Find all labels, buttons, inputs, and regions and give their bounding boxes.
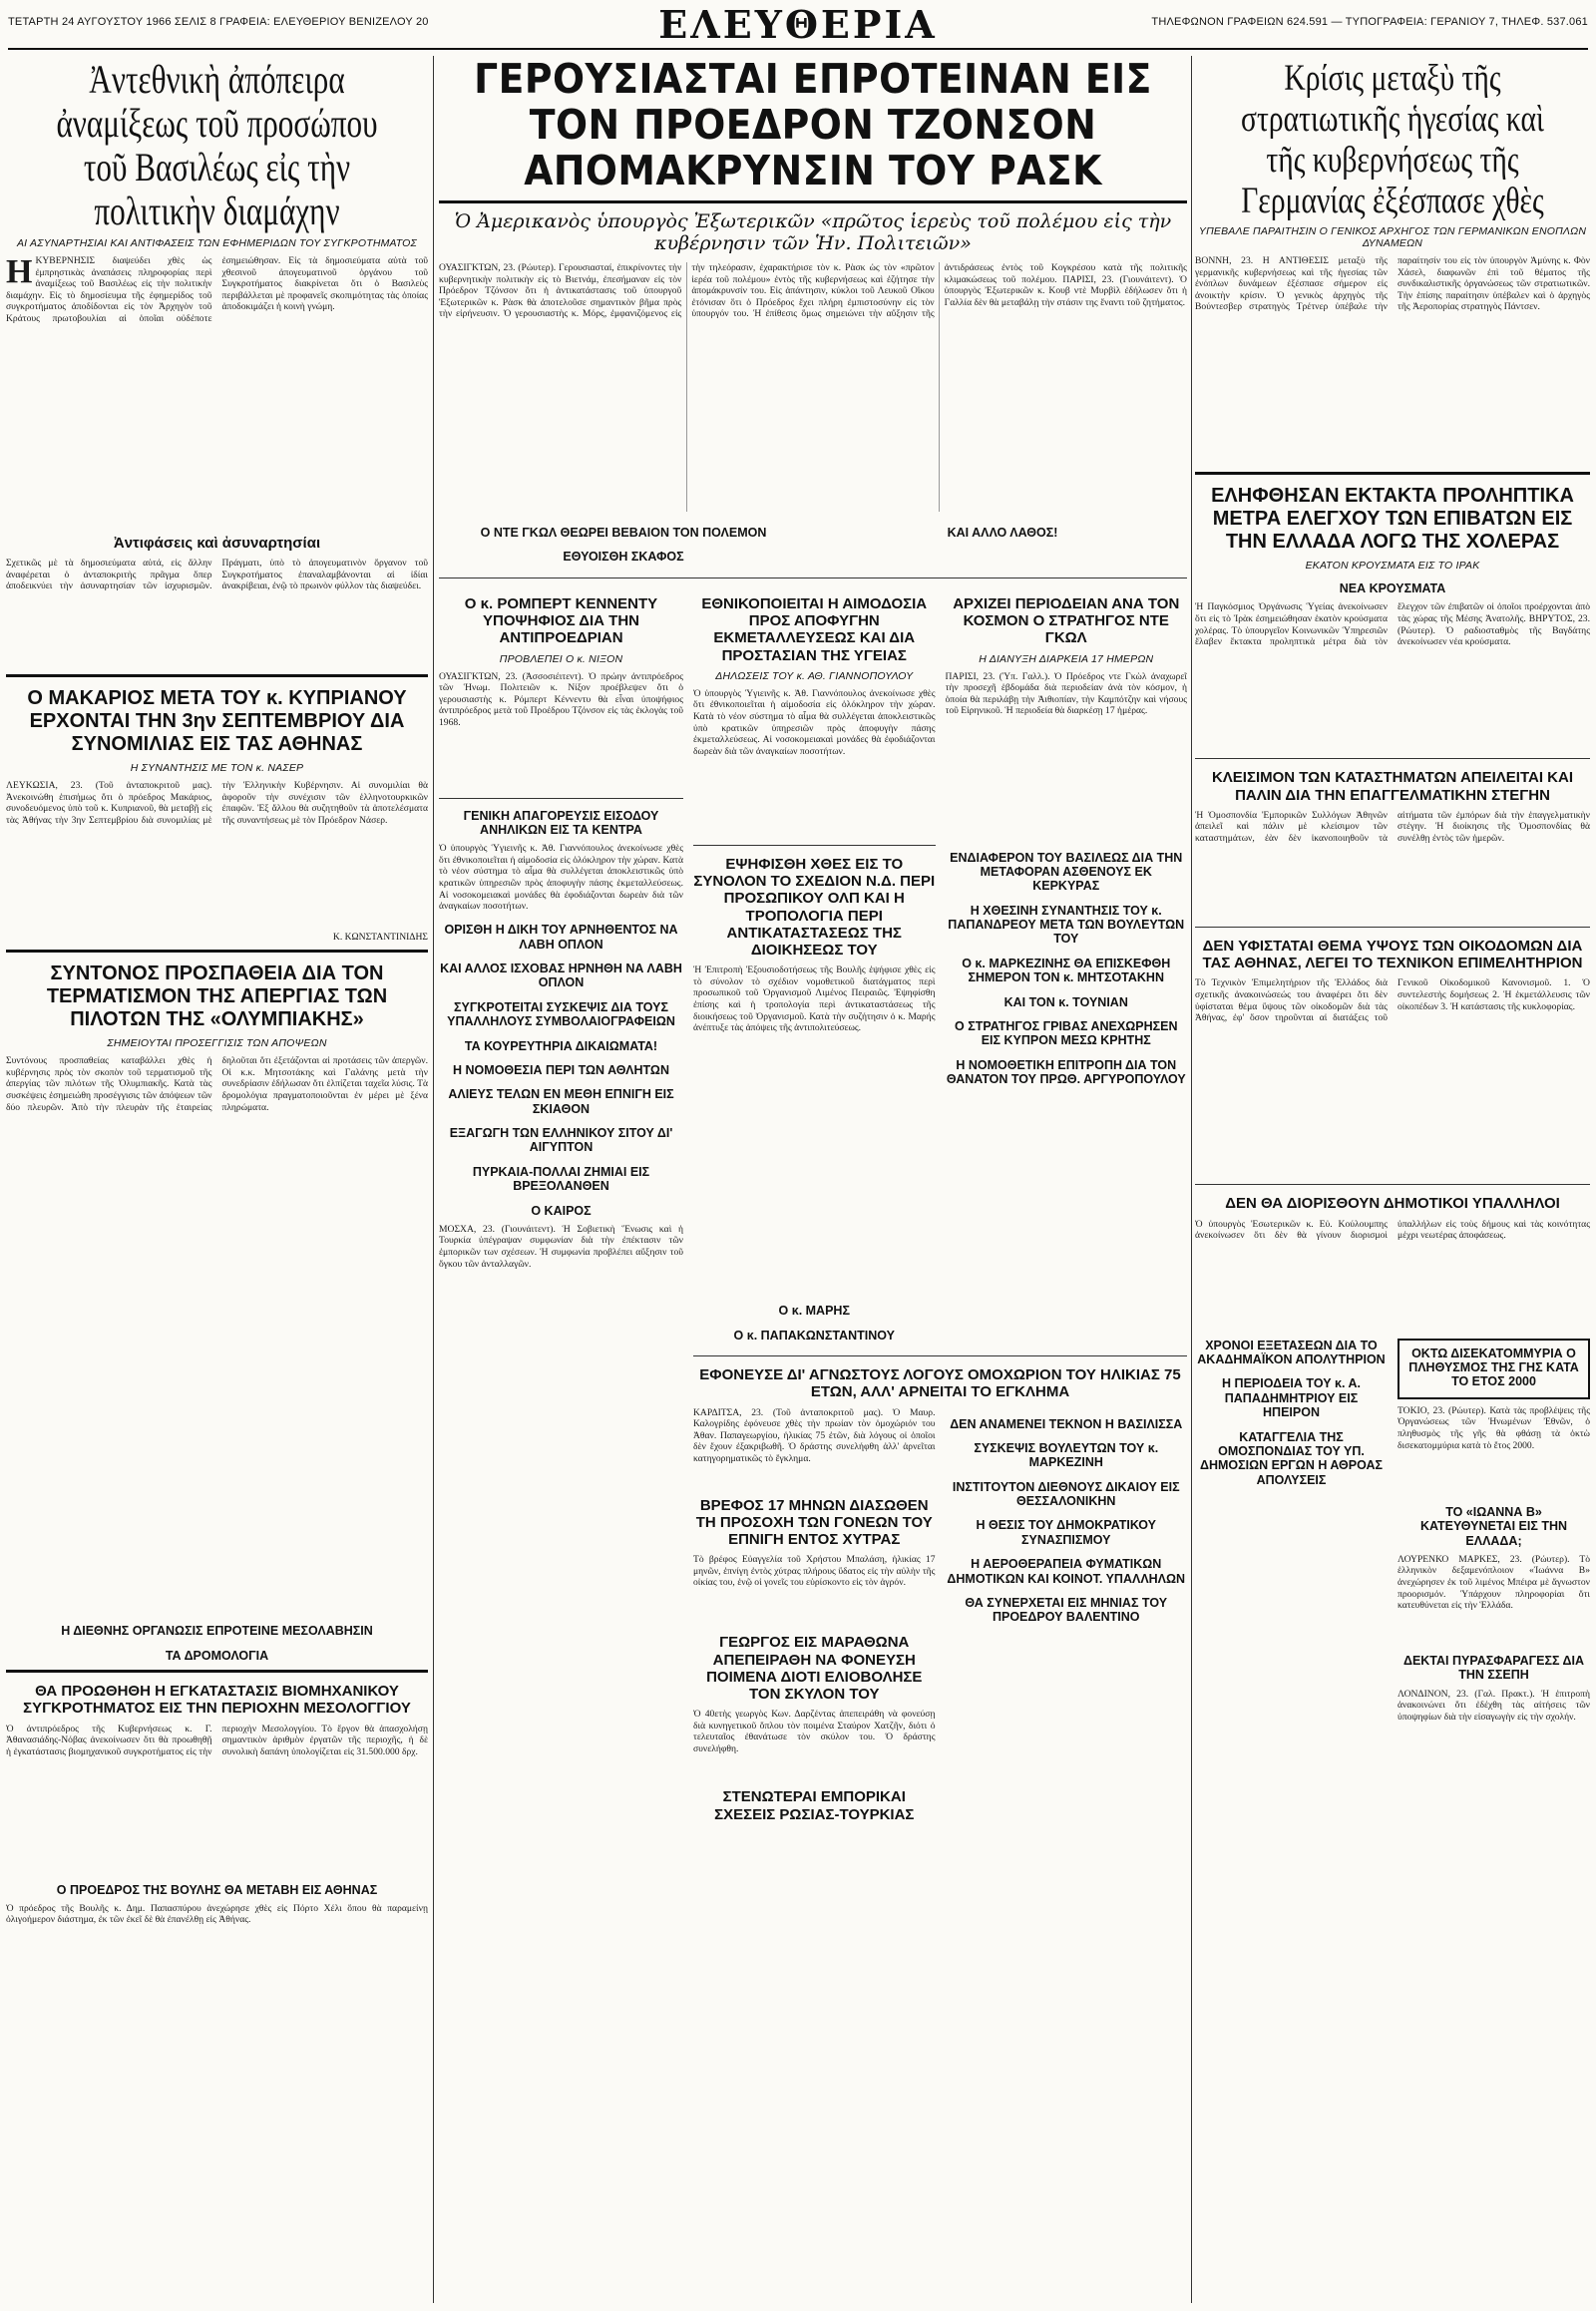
- article-body: Τὸ βρέφος Εὐαγγελία τοῦ Χρήστου Μπαλάση, ἡλικίας 17 μηνῶν, ἐπνίγη ἐντὸς χύτρας πλήρους ὕδατος εἰς τὴν αὐλὴν τῆς οἰκίας του, ἐνῷ οἱ γονεῖς του εὑρίσκοντο εἰς τὸν ἀγρόν.: [693, 1554, 936, 1589]
- article-body: Ὁ 40ετὴς γεωργὸς Κων. Δαρζέντας ἀπεπειράθη νὰ φονεύσῃ διὰ κυνηγετικοῦ ὅπλου τὸν ποιμένα Σταύρον Χατζῆν, διότι ὁ τελευταῖος ἐθανάτωσε τὸν σκύλον του. Ὁ δράστης συνελήφθη.: [693, 1709, 936, 1755]
- article-headline: ΘΑ ΣΥΝΕΡΧΕΤΑΙ ΕΙΣ ΜΗΝΙΑΣ ΤΟΥ ΠΡΟΕΔΡΟΥ ΒΑΛΕΝΤΙΝΟ: [965, 1595, 1168, 1625]
- article-body: ΟΥΑΣΙΓΚΤΩΝ, 23. (Ἀσσοσιέιτεντ). Ὁ πρώην ἀντιπρόεδρος τῶν Ἡνωμ. Πολιτειῶν κ. Νίξον προέβλεψεν ὅτι ὁ γερουσιαστὴς κ. Ρόμπερτ Κέννεντυ θὰ εἶναι ὑποψήφιος ἀντιπρόεδρος μετὰ τοῦ Προέδρου Τζόνσον εἰς τὰς ἐκλογὰς τοῦ 1968.: [439, 670, 683, 728]
- article-headline: ΣΤΕΝΩΤΕΡΑΙ ΕΜΠΟΡΙΚΑΙ ΣΧΕΣΕΙΣ ΡΩΣΙΑΣ-ΤΟΥΡΚΙΑΣ: [714, 1788, 915, 1823]
- article-subheadline: Η ΣΥΝΑΝΤΗΣΙΣ ΜΕ ΤΟΝ κ. ΝΑΣΕΡ: [130, 762, 304, 775]
- article-body: ΗΚΥΒΕΡΝΗΣΙΣ διαψεύδει χθὲς ὡς ἐμπρηστικὰς ἀναπάσεις πληροφορίας περὶ ἀναμίξεως τοῦ Βασιλέως εἰς τὴν πολιτικὴν διαμάχην. Εἰς τὸ δημοσίευμα τῆς ἐφημερίδος τοῦ συγκροτήματος ἀποδίδονται εἰς τὸν Ἀρχηγὸν τοῦ Κράτους πρωτοβουλίαι αἱ ὁποῖαι οὐδέποτε ἐσημειώθησαν. Εἰς τὰ δημοσιεύματα αὐτὰ τοῦ χθεσινοῦ ἀπογευματινοῦ ὀργάνου τοῦ Συγκροτήματος διακρίνεται ὅτι ὁ Βασιλεὺς περιβάλλεται μὲ προφανεῖς σκοπιμότητας τὰς ὁποίας ἀποδοκιμάζει ἡ κοινὴ γνώμη.: [6, 253, 428, 324]
- article-headline: ΟΡΙΣΘΗ Η ΔΙΚΗ ΤΟΥ ΑΡΝΗΘΕΝΤΟΣ ΝΑ ΛΑΒΗ ΟΠΛΟΝ: [444, 923, 678, 952]
- article-subheadline: Η ΔΙΑΝΥΞΗ ΔΙΑΡΚΕΙΑ 17 ΗΜΕΡΩΝ: [979, 652, 1154, 665]
- article-headline: Κρίσις μεταξὺ τῆς στρατιωτικῆς ἡγεσίας καὶ τῆς κυβερνήσεως τῆς Γερμανίας ἐξέσπασε χθὲς: [1240, 58, 1544, 221]
- article-body: Ἡ Παγκόσμιος Ὀργάνωσις Ὑγείας ἀνεκοίνωσεν ὅτι εἰς τὸ Ἰρὰκ ἐσημειώθησαν ἑκατὸν κρούσματα χολέρας. Τὸ ὑπουργεῖον Κοινωνικῶν Ὑπηρεσιῶν ἔλαβεν ἔκτακτα προληπτικὰ μέτρα διὰ τὸν ἔλεγχον τῶν ἐπιβατῶν οἱ ὁποῖοι προέρχονται ἀπὸ τὰς χώρας τῆς Μέσης Ἀνατολῆς. ΒΗΡΥΤΟΣ, 23. (Ρώυτερ). Ὁ ραδιοσταθμὸς τῆς Βαγδάτης ἀνεκοίνωσεν νέα κρούσματα.: [1195, 601, 1590, 648]
- right-lower-b: [1397, 1329, 1590, 1724]
- center-right-grid: [693, 1407, 1187, 1829]
- article-headline: ΕΨΗΦΙΣΘΗ ΧΘΕΣ ΕΙΣ ΤΟ ΣΥΝΟΛΟΝ ΤΟ ΣΧΕΔΙΟΝ Ν.Δ. ΠΕΡΙ ΠΡΟΣΩΠΙΚΟΥ ΟΛΠ ΚΑΙ Η ΤΡΟΠΟΛΟΓΙΑ ΠΕΡΙ ΑΝΤΙΚΑΤΑΣΤΑΣΕΩΣ ΤΗΣ ΔΙΟΙΚΗΣΕΩΣ ΤΟΥ: [693, 855, 936, 959]
- main-deck: Ὁ Ἀμερικανὸς ὑπουργὸς Ἐξωτερικῶν «πρῶτος ἱερεὺς τοῦ πολέμου εἰς τὴν κυβέρνησιν τῶν Ἡν. Πολιτειῶν»: [454, 210, 1172, 254]
- article-body: ΟΥΑΣΙΓΚΤΩΝ, 23. (Ρώυτερ). Γερουσιασταί, ἐπικρίνοντες τὴν κυβερνητικὴν πολιτικὴν εἰς τὸ Βιετνάμ, ἐπεσήμαναν εἰς τὸν Πρόεδρον Τζόνσον ὅτι ἡ ἀντικατάστασις τοῦ ὑπουργοῦ Ἐξωτερικῶν κ. Ρὰσκ θὰ ἀποτελοῦσε σημαντικὸν βῆμα πρὸς τὴν εἰρήνευσιν. Ὁ γερουσιαστὴς κ. Μόρς, ἐμφανιζόμενος εἰς τὴν τηλεόρασιν, ἐχαρακτήρισε τὸν κ. Ρὰσκ ὡς τὸν «πρῶτον ἱερέα τοῦ πολέμου» ἐντὸς τῆς κυβερνήσεως καὶ ἐζήτησε τὴν ἀπομάκρυνσίν του. Εἰς ἀπάντησιν, κύκλοι τοῦ Λευκοῦ Οἴκου ἐτόνισαν ὅτι ὁ Πρόεδρος ἔχει πλήρη ἐμπιστοσύνην εἰς τὸν ὑπουργόν του. Ἡ ἐπίθεσις ὅμως σημειώνει τὴν αὔξησιν τῆς ἀντιδράσεως ἐντὸς τοῦ Κογκρέσου κατὰ τῆς πολιτικῆς κλιμακώσεως τοῦ πολέμου. ΠΑΡΙΣΙ, 23. (Γιουνάιτεντ). Ὁ ὑπουργὸς Ἐξωτερικῶν κ. Κουβ ντὲ Μυρβὶλ ἐδήλωσεν ὅτι ἡ Γαλλία δὲν θὰ μεταβάλῃ τὴν στάσιν της ἔναντι τοῦ ζητήματος.: [439, 262, 1187, 320]
- article-body: ΤΟΚΙΟ, 23. (Ρώυτερ). Κατὰ τὰς προβλέψεις τῆς Ὀργανώσεως τῶν Ἡνωμένων Ἐθνῶν, ὁ πληθυσμὸς τῆς γῆς θὰ φθάσῃ τὰ ὀκτὼ δισεκατομμύρια κατὰ τὸ ἔτος 2000.: [1397, 1404, 1590, 1451]
- article-headline: ΟΚΤΩ ΔΙΣΕΚΑΤΟΜΜΥΡΙΑ Ο ΠΛΗΘΥΣΜΟΣ ΤΗΣ ΓΗΣ ΚΑΤΑ ΤΟ ΕΤΟΣ 2000: [1408, 1346, 1579, 1389]
- center-right-b: [946, 585, 1188, 1348]
- article-headline: ΑΡΧΙΖΕΙ ΠΕΡΙΟΔΕΙΑΝ ΑΝΑ ΤΟΝ ΚΟΣΜΟΝ Ο ΣΤΡΑΤΗΓΟΣ ΝΤΕ ΓΚΩΛ: [953, 594, 1180, 647]
- article-body: ΛΟΝΔΙΝΟΝ, 23. (Γαλ. Πρακτ.). Ἡ ἐπιτροπὴ ἀνακοινώνει ὅτι ἐδέχθη τὰς αἰτήσεις τῶν ὑποψηφίων διὰ τὴν εἰσαγωγὴν εἰς τὴν σχολήν.: [1397, 1688, 1590, 1723]
- divider: [6, 674, 428, 677]
- center-left-subcolumn: [439, 585, 683, 1829]
- article-subheadline: ΣΗΜΕΙΟΥΤΑΙ ΠΡΟΣΕΓΓΙΣΙΣ ΤΩΝ ΑΠΟΨΕΩΝ: [107, 1037, 327, 1050]
- article-headline: ΕΘΥΟΙΣΘΗ ΣΚΑΦΟΣ: [563, 550, 684, 565]
- article-headline: ΣΥΓΚΡΟΤΕΙΤΑΙ ΣΥΣΚΕΨΙΣ ΔΙΑ ΤΟΥΣ ΥΠΑΛΛΗΛΟΥΣ ΣΥΜΒΟΛΑΙΟΓΡΑΦΕΙΩΝ: [447, 999, 675, 1029]
- column-right: [1195, 56, 1590, 2303]
- article-headline: ΕΘΝΙΚΟΠΟΙΕΙΤΑΙ Η ΑΙΜΟΔΟΣΙΑ ΠΡΟΣ ΑΠΟΦΥΓΗΝ ΕΚΜΕΤΑΛΛΕΥΣΕΩΣ ΚΑΙ ΔΙΑ ΠΡΟΣΤΑΣΙΑΝ ΤΗΣ ΥΓΕΙΑΣ: [701, 594, 928, 664]
- article-headline: Η ΧΘΕΣΙΝΗ ΣΥΝΑΝΤΗΣΙΣ ΤΟΥ κ. ΠΑΠΑΝΔΡΕΟΥ ΜΕΤΑ ΤΩΝ ΒΟΥΛΕΥΤΩΝ ΤΟΥ: [948, 903, 1185, 947]
- article-body: ΜΟΣΧΑ, 23. (Γιουνάιτεντ). Ἡ Σοβιετικὴ Ἕνωσις καὶ ἡ Τουρκία ὑπέγραψαν συμφωνίαν διὰ τὴν ἐπέκτασιν τῶν ἐμπορικῶν των σχέσεων. Ἡ συμφωνία προβλέπει αὔξησιν τοῦ ὄγκου τῶν ἀνταλλαγῶν.: [439, 1223, 683, 1270]
- article-headline: Ο κ. ΡΟΜΠΕΡΤ ΚΕΝΝΕΝΤΥ ΥΠΟΨΗΦΙΟΣ ΔΙΑ ΤΗΝ ΑΝΤΙΠΡΟΕΔΡΙΑΝ: [464, 594, 658, 647]
- article-headline: ΓΕΩΡΓΟΣ ΕΙΣ ΜΑΡΑΘΩΝΑ ΑΠΕΠΕΙΡΑΘΗ ΝΑ ΦΟΝΕΥΣΗ ΠΟΙΜΕΝΑ ΔΙΟΤΙ ΕΛΙΟΒΟΛΗΣΕ ΤΟΝ ΣΚΥΛΟΝ ΤΟΥ: [706, 1634, 923, 1703]
- article-body: Συντόνους προσπαθείας καταβάλλει χθὲς ἡ κυβέρνησις πρὸς τὸν σκοπὸν τοῦ τερματισμοῦ τῆς ἀπεργίας τῶν πιλότων τῆς Ὀλυμπιακῆς. Κατὰ τὰς συσκέψεις ἐσημειώθη προσέγγισις τῶν ἀπόψεων τῶν δύο πλευρῶν. Ἀπὸ τὴν πλευρὰν τῆς ἑταιρείας δηλοῦται ὅτι ἐξετάζονται αἱ προτάσεις τῶν ἀπεργῶν. Οἱ κ.κ. Μητσοτάκης καὶ Γαλάνης μετὰ τὴν συνεδρίασιν ἐδήλωσαν ὅτι ἐλπίζεται ταχεῖα λύσις. Τὰ δρομολόγια πραγματοποιοῦνται ἐν μέρει μὲ ξένα πληρώματα.: [6, 1055, 428, 1113]
- article-headline: Ἀντιφάσεις καὶ ἀσυναρτησίαι: [113, 535, 321, 552]
- article-headline: Ἀντεθνικὴ ἀπόπειρα ἀναμίξεως τοῦ προσώπου τοῦ Βασιλέως εἰς τὴν πολιτικὴν διαμάχην: [56, 57, 378, 233]
- column-rule: [1191, 56, 1192, 2303]
- article-headline: ΔΕΝ ΑΝΑΜΕΝΕΙ ΤΕΚΝΟΝ Η ΒΑΣΙΛΙΣΣΑ: [950, 1416, 1183, 1431]
- article-headline: ΧΡΟΝΟΙ ΕΞΕΤΑΣΕΩΝ ΔΙΑ ΤΟ ΑΚΑΔΗΜΑΪΚΟΝ ΑΠΟΛΥΤΗΡΙΟΝ: [1197, 1338, 1386, 1366]
- divider: [6, 1670, 428, 1673]
- article-headline: Η ΑΕΡΟΘΕΡΑΠΕΙΑ ΦΥΜΑΤΙΚΩΝ ΔΗΜΟΤΙΚΩΝ ΚΑΙ ΚΟΙΝΟΤ. ΥΠΑΛΛΗΛΩΝ: [947, 1557, 1186, 1586]
- article-headline: ΣΥΣΚΕΨΙΣ ΒΟΥΛΕΥΤΩΝ ΤΟΥ κ. ΜΑΡΚΕΖΙΝΗ: [974, 1440, 1159, 1470]
- divider: [1195, 472, 1590, 475]
- article-body: Σχετικῶς μὲ τὰ δημοσιεύματα αὐτά, εἰς ἄλλην ἀναφέρεται ὁ ἀνταποκριτὴς πρᾶγμα ὅπερ ἀποδεικνύει τὴν ἀσυναρτησίαν τῶν ἰσχυρισμῶν. Πράγματι, ὑπὸ τὸ ἀπογευματινὸν ὄργανον τοῦ Συγκροτήματος ἐπαναλαμβάνονται αἱ ἰδίαι ἀνακρίβειαι, ἐνῷ τὸ πρωινὸν φύλλον τὰς διαψεύδει.: [6, 558, 428, 592]
- article-headline: Ο κ. ΜΑΡΗΣ: [778, 1304, 850, 1319]
- article-headline: ΔΕΚΤΑΙ ΠΥΡΑΣΦΑΡΑΓΕΣΣ ΔΙΑ ΤΗΝ ΣΣΕΠΗ: [1402, 1653, 1585, 1683]
- article-body: ΒΟΝΝΗ, 23. Η ΑΝΤΙΘΕΣΙΣ μεταξὺ τῆς γερμανικῆς κυβερνήσεως καὶ τῆς ἡγεσίας τῶν ἐνόπλων δυνάμεων ἐξέσπασε σήμερον εἰς ἀνοικτὴν κρίσιν. Ὁ γενικὸς ἀρχηγὸς τῆς Βούντεσβερ στρατηγὸς Τρέτνερ ὑπέβαλε τὴν παραίτησίν του εἰς τὸν ὑπουργὸν Ἀμύνης κ. Φὸν Χάσελ, διαφωνῶν ἐπὶ τοῦ θέματος τῆς συνδικαλιστικῆς ὀργανώσεως τῶν στρατιωτικῶν. Τὴν ἐπίσης παραίτησιν ὑπέβαλεν καὶ ὁ ἀρχηγὸς τῆς Ἀεροπορίας στρατηγὸς Πάντσεν.: [1195, 255, 1590, 313]
- article-headline: ΣΥΝΤΟΝΟΣ ΠΡΟΣΠΑΘΕΙΑ ΔΙΑ ΤΟΝ ΤΕΡΜΑΤΙΣΜΟΝ ΤΗΣ ΑΠΕΡΓΙΑΣ ΤΩΝ ΠΙΛΟΤΩΝ ΤΗΣ «ΟΛΥΜΠΙΑΚΗΣ»: [46, 963, 388, 1031]
- article-headline: Ο ΣΤΡΑΤΗΓΟΣ ΓΡΙΒΑΣ ΑΝΕΧΩΡΗΣΕΝ ΕΙΣ ΚΥΠΡΟΝ ΜΕΣΩ ΚΡΗΤΗΣ: [955, 1018, 1178, 1048]
- divider: [1195, 1184, 1590, 1185]
- article-headline: ΚΑΤΑΓΓΕΛΙΑ ΤΗΣ ΟΜΟΣΠΟΝΔΙΑΣ ΤΟΥ ΥΠ. ΔΗΜΟΣΙΩΝ ΕΡΓΩΝ Η ΑΘΡΟΑΣ ΑΠΟΛΥΣΕΙΣ: [1199, 1429, 1384, 1487]
- column-center: [439, 56, 1187, 2303]
- article-body: Ὁ πρόεδρος τῆς Βουλῆς κ. Δημ. Παπασπύρου ἀνεχώρησε χθὲς εἰς Πόρτο Χέλι ὅπου θὰ παραμείνῃ ὀλιγοήμερον διάστημα, ἐκ τῶν ἐκεῖ δὲ θὰ ἐπανέλθῃ εἰς Ἀθήνας.: [6, 1902, 428, 1926]
- article-headline: ΙΝΣΤΙΤΟΥΤΟΝ ΔΙΕΘΝΟΥΣ ΔΙΚΑΙΟΥ ΕΙΣ ΘΕΣΣΑΛΟΝΙΚΗΝ: [952, 1479, 1180, 1508]
- article-subheadline: ΕΚΑΤΟΝ ΚΡΟΥΣΜΑΤΑ ΕΙΣ ΤΟ ΙΡΑΚ: [1305, 560, 1480, 572]
- article-headline: ΤΑ ΚΟΥΡΕΥΤΗΡΙΑ ΔΙΚΑΙΩΜΑΤΑ!: [464, 1038, 658, 1053]
- column-rule: [433, 56, 434, 2303]
- column-left: [6, 56, 428, 2303]
- boxed-headline: [1397, 1339, 1590, 1399]
- article-body: Ὁ ὑπουργὸς Ὑγιεινῆς κ. Ἀθ. Γιαννόπουλος ἀνεκοίνωσε χθὲς ὅτι ἐθνικοποιεῖται ἡ αἱμοδοσία εἰς ὁλόκληρον τὴν χώραν. Κατὰ τὸ νέον σύστημα τὸ αἷμα θὰ συλλέγεται ἀποκλειστικῶς ὑπὸ κρατικῶν ὑπηρεσιῶν πρὸς ἀποφυγὴν πάσης ἐκμεταλλεύσεως. Αἱ νοσοκομειακαὶ μονάδες θὰ ἐφοδιάζονται δωρεὰν διὰ τῶν ἀναγκαίων ποσοτήτων.: [693, 687, 936, 757]
- article-subheadline: ΔΗΛΩΣΕΙΣ ΤΟΥ κ. ΑΘ. ΓΙΑΝΝΟΠΟΥΛΟΥ: [715, 669, 914, 682]
- article-body: ΚΑΡΔΙΤΣΑ, 23. (Τοῦ ἀνταποκριτοῦ μας). Ὁ Μαυρ. Καλογρίδης ἐφόνευσε χθὲς τὴν πρωίαν τὸν ὁμοχώριόν του Ἀθαν. Παπαγεωργίου, ἡλικίας 75 ἐτῶν, διὰ λόγους οἱ ὁποῖοι δὲν ἔχουν ἐξακριβωθῆ. Ὁ δράστης συνελήφθη ἀλλ' ἀρνεῖται κατηγορηματικῶς τὸ ἔγκλημα.: [693, 1406, 936, 1464]
- center-subcolumn: [439, 516, 808, 571]
- article-headline: ΚΛΕΙΣΙΜΟΝ ΤΩΝ ΚΑΤΑΣΤΗΜΑΤΩΝ ΑΠΕΙΛΕΙΤΑΙ ΚΑΙ ΠΑΛΙΝ ΔΙΑ ΤΗΝ ΕΠΑΓΓΕΛΜΑΤΙΚΗΝ ΣΤΕΓΗΝ: [1211, 769, 1574, 804]
- center-right-subcolumn: [693, 585, 1187, 1829]
- article-headline: Η ΠΕΡΙΟΔΕΙΑ ΤΟΥ κ. Α. ΠΑΠΑΔΗΜΗΤΡΙΟΥ ΕΙΣ ΗΠΕΙΡΟΝ: [1222, 1376, 1361, 1420]
- divider: [693, 845, 936, 846]
- article-headline: ΕΞΑΓΩΓΗ ΤΩΝ ΕΛΛΗΝΙΚΟΥ ΣΙΤΟΥ ΔΙ' ΑΙΓΥΠΤΟΝ: [449, 1126, 673, 1155]
- divider: [439, 798, 683, 799]
- divider: [1195, 758, 1590, 759]
- article-body: Ὁ ὑπουργὸς Ὑγιεινῆς κ. Ἀθ. Γιαννόπουλος ἀνεκοίνωσε χθὲς ὅτι ἐθνικοποιεῖται ἡ αἱμοδοσία εἰς ὁλόκληρον τὴν χώραν. Κατὰ τὸ νέον σύστημα τὸ αἷμα θὰ συλλέγεται ἀποκλειστικῶς ὑπὸ κρατικῶν ὑπηρεσιῶν πρὸς ἀποφυγὴν πάσης ἐκμεταλλεύσεως. Αἱ νοσοκομειακαὶ μονάδες θὰ ἐφοδιάζονται δωρεὰν διὰ τῶν ἀναγκαίων ποσοτήτων.: [439, 843, 683, 913]
- article-headline: ΚΑΙ ΑΛΛΟ ΛΑΘΟΣ!: [947, 526, 1058, 540]
- article-headline: ΑΛΙΕΥΣ ΤΕΛΩΝ ΕΝ ΜΕΘΗ ΕΠΝΙΓΗ ΕΙΣ ΣΚΙΑΘΟΝ: [448, 1087, 674, 1116]
- divider: [1195, 927, 1590, 928]
- article-body: Ὁ ὑπουργὸς Ἐσωτερικῶν κ. Εὐ. Κούλουμπης ἀνεκοίνωσεν ὅτι δὲν θὰ γίνουν διορισμοὶ ὑπαλλήλων εἰς τοὺς δήμους καὶ τὰς κοινότητας μέχρι νεωτέρας ἀποφάσεως.: [1195, 1218, 1590, 1242]
- article-headline: Ο ΠΡΟΕΔΡΟΣ ΤΗΣ ΒΟΥΛΗΣ ΘΑ ΜΕΤΑΒΗ ΕΙΣ ΑΘΗΝΑΣ: [56, 1882, 378, 1897]
- article-headline: Ο ΝΤΕ ΓΚΩΛ ΘΕΩΡΕΙ ΒΕΒΑΙΟΝ ΤΟΝ ΠΟΛΕΜΟΝ: [480, 526, 767, 540]
- center-lower: [439, 585, 1187, 1829]
- article-headline: ΠΥΡΚΑΙΑ-ΠΟΛΛΑΙ ΖΗΜΙΑΙ ΕΙΣ ΒΡΕΞΟΛΑΝΘΕΝ: [472, 1164, 650, 1194]
- article-headline: Ο ΜΑΚΑΡΙΟΣ ΜΕΤΑ ΤΟΥ κ. ΚΥΠΡΙΑΝΟΥ ΕΡΧΟΝΤΑΙ ΤΗΝ 3ην ΣΕΠΤΕΜΒΡΙΟΥ ΔΙΑ ΣΥΝΟΜΙΛΙΑΣ ΕΙΣ ΤΑΣ ΑΘΗΝΑΣ: [27, 687, 407, 756]
- right-lower-a: [1195, 1329, 1388, 1724]
- center-right-a: [693, 1407, 936, 1829]
- article-subheadline: ΑΙ ΑΣΥΝΑΡΤΗΣΙΑΙ ΚΑΙ ΑΝΤΙΦΑΣΕΙΣ ΤΩΝ ΕΦΗΜΕΡΙΔΩΝ ΤΟΥ ΣΥΓΚΡΟΤΗΜΑΤΟΣ: [16, 237, 418, 249]
- article-body: ΛΟΥΡΕΝΚΟ ΜΑΡΚΕΣ, 23. (Ρώυτερ). Τὸ ἑλληνικὸν δεξαμενόπλοιον «Ἰωάννα Β» ἀνεχώρησεν ἐκ τοῦ λιμένος Μπέιρα μὲ ἄγνωστον προορισμόν. Ὑπάρχουν πληροφορίαι ὅτι κατευθύνεται εἰς τὴν Ἑλλάδα.: [1397, 1553, 1590, 1612]
- article-headline: ΚΑΙ ΤΟΝ κ. ΤΟΥΝΙΑΝ: [1003, 994, 1128, 1009]
- article-body: ΛΕΥΚΩΣΙΑ, 23. (Τοῦ ἀνταποκριτοῦ μας). Ἀνεκοινώθη ἐπισήμως ὅτι ὁ πρόεδρος Μακάριος, συνοδευόμενος ὑπὸ τοῦ κ. Κυπριανοῦ, θὰ μεταβῇ εἰς τὰς Ἀθήνας τὴν 3ην Σεπτεμβρίου διὰ συνομιλίας μὲ τὴν Ἑλληνικὴν Κυβέρνησιν. Αἱ συνομιλίαι θὰ ἀφοροῦν τὴν συνέχισιν τῶν ἑλληνοτουρκικῶν ἐπαφῶν. Ἐξ ἄλλου θὰ συζητηθοῦν τὰ ἀποτελέσματα τῆς συναντήσεως μὲ τὸν Πρόεδρον Νάσερ.: [6, 780, 428, 827]
- article-headline: ΚΑΙ ΑΛΛΟΣ ΙΣΧΟΒΑΣ ΗΡΝΗΘΗ ΝΑ ΛΑΒΗ ΟΠΛΟΝ: [440, 962, 682, 990]
- article-headline: ΘΑ ΠΡΟΩΘΗΘΗ Η ΕΓΚΑΤΑΣΤΑΣΙΣ ΒΙΟΜΗΧΑΝΙΚΟΥ ΣΥΓΚΡΟΤΗΜΑΤΟΣ ΕΙΣ ΤΗΝ ΠΕΡΙΟΧΗΝ ΜΕΣΟΛΟΓΓΙΟΥ: [23, 1683, 411, 1718]
- article-headline: Ο κ. ΠΑΠΑΚΩΝΣΤΑΝΤΙΝΟΥ: [733, 1328, 895, 1343]
- article-subheadline: ΥΠΕΒΑΛΕ ΠΑΡΑΙΤΗΣΙΝ Ο ΓΕΝΙΚΟΣ ΑΡΧΗΓΟΣ ΤΩΝ ΓΕΡΜΑΝΙΚΩΝ ΕΝΟΠΛΩΝ ΔΥΝΑΜΕΩΝ: [1198, 225, 1587, 249]
- article-body: Ἡ Ὁμοσπονδία Ἐμπορικῶν Συλλόγων Ἀθηνῶν ἀπειλεῖ καὶ πάλιν μὲ κλείσιμον τῶν καταστημάτων, ἐὰν δὲν ἱκανοποιηθοῦν τὰ αἰτήματα τῶν ἐμπόρων διὰ τὴν ἐπαγγελματικὴν στέγην. Ἡ διοίκησις τῆς Ὁμοσπονδίας θὰ συνέλθῃ ἐντὸς τῶν ἡμερῶν.: [1195, 809, 1590, 845]
- article-headline: ΕΦΟΝΕΥΣΕ ΔΙ' ΑΓΝΩΣΤΟΥΣ ΛΟΓΟΥΣ ΟΜΟΧΩΡΙΟΝ ΤΟΥ ΗΛΙΚΙΑΣ 75 ΕΤΩΝ, ΑΛΛ' ΑΡΝΕΙΤΑΙ ΤΟ ΕΓΚΛΗΜΑ: [699, 1366, 1181, 1401]
- article-headline: Η ΝΟΜΟΘΕΤΙΚΗ ΕΠΙΤΡΟΠΗ ΔΙΑ ΤΟΝ ΘΑΝΑΤΟΝ ΤΟΥ ΠΡΩΘ. ΑΡΓΥΡΟΠΟΥΛΟΥ: [946, 1057, 1186, 1086]
- center-right-b: [946, 1407, 1188, 1829]
- center-right-a: [693, 585, 936, 1348]
- right-lower: [1195, 1329, 1590, 1724]
- center-subcolumn: [818, 516, 1187, 571]
- article-body: Ὁ ἀντιπρόεδρος τῆς Κυβερνήσεως κ. Γ. Ἀθανασιάδης-Νόβας ἀνεκοίνωσεν ὅτι θὰ προωθηθῇ ἡ ἐγκατάστασις βιομηχανικοῦ συγκροτήματος εἰς τὴν περιοχὴν Μεσολογγίου. Τὸ ἔργον θὰ ἀπασχολήσῃ σημαντικὸν ἀριθμὸν ἐργατῶν τῆς περιοχῆς, ἡ δὲ συνολικὴ δαπάνη ὑπολογίζεται εἰς 31.500.000 δρχ.: [6, 1723, 428, 1757]
- newspaper-title: ΕΛΕΥΘΕΡΙΑ: [658, 2, 938, 47]
- article-headline: ΓΕΝΙΚΗ ΑΠΑΓΟΡΕΥΣΙΣ ΕΙΣΟΔΟΥ ΑΝΗΛΙΚΩΝ ΕΙΣ ΤΑ ΚΕΝΤΡΑ: [463, 808, 659, 837]
- article-subheadline: ΠΡΟΒΛΕΠΕΙ Ο κ. ΝΙΞΟΝ: [499, 652, 623, 665]
- article-headline: ΔΕΝ ΘΑ ΔΙΟΡΙΣΘΟΥΝ ΔΗΜΟΤΙΚΟΙ ΥΠΑΛΛΗΛΟΙ: [1225, 1195, 1560, 1213]
- article-headline: ΤΟ «ΙΩΑΝΝΑ Β» ΚΑΤΕΥΘΥΝΕΤΑΙ ΕΙΣ ΤΗΝ ΕΛΛΑΔΑ;: [1419, 1504, 1568, 1548]
- article-headline: Η ΘΕΣΙΣ ΤΟΥ ΔΗΜΟΚΡΑΤΙΚΟΥ ΣΥΝΑΣΠΙΣΜΟΥ: [976, 1518, 1156, 1547]
- article-headline: ΤΑ ΔΡΟΜΟΛΟΓΙΑ: [165, 1648, 269, 1663]
- article-body: Τὸ Τεχνικὸν Ἐπιμελητήριον τῆς Ἑλλάδος διὰ σχετικῆς ἀνακοινώσεώς του ἀναφέρει ὅτι δὲν ὑφίσταται θέμα ὕψους τῶν οἰκοδομῶν διὰ τὰς Ἀθήνας, ἐφ' ὅσον τηροῦνται αἱ διατάξεις τοῦ Γενικοῦ Οἰκοδομικοῦ Κανονισμοῦ. 1. Ὁ συντελεστὴς δομήσεως 2. Ἡ ἐκμετάλλευσις τῶν οἰκοπέδων 3. Ἡ κατάστασις τῆς κυκλοφορίας.: [1195, 977, 1590, 1024]
- article-headline: ΔΕΝ ΥΦΙΣΤΑΤΑΙ ΘΕΜΑ ΥΨΟΥΣ ΤΩΝ ΟΙΚΟΔΟΜΩΝ ΔΙΑ ΤΑΣ ΑΘΗΝΑΣ, ΛΕΓΕΙ ΤΟ ΤΕΧΝΙΚΟΝ ΕΠΙΜΕΛΗΤΗΡΙΟΝ: [1202, 937, 1583, 972]
- article-headline: ΕΝΔΙΑΦΕΡΟΝ ΤΟΥ ΒΑΣΙΛΕΩΣ ΔΙΑ ΤΗΝ ΜΕΤΑΦΟΡΑΝ ΑΣΘΕΝΟΥΣ ΕΚ ΚΕΡΚΥΡΑΣ: [950, 850, 1183, 894]
- article-body: ΠΑΡΙΣΙ, 23. (Ὑπ. Γαλλ.). Ὁ Πρόεδρος ντε Γκὼλ ἀναχωρεῖ τὴν προσεχῆ ἑβδομάδα διὰ περιοδείαν ἀνὰ τὸν κόσμον, ἡ ὁποία θὰ περιλάβῃ τὴν Ἀιθιοπίαν, τὴν Καμπότζην καὶ νήσους τοῦ Εἰρηνικοῦ. Ἡ περιοδεία θὰ διαρκέσῃ 17 ἡμέρας.: [945, 670, 1187, 717]
- article-headline: Η ΝΟΜΟΘΕΣΙΑ ΠΕΡΙ ΤΩΝ ΑΘΛΗΤΩΝ: [453, 1062, 669, 1077]
- article-headline: ΒΡΕΦΟΣ 17 ΜΗΝΩΝ ΔΙΑΣΩΘΕΝ ΤΗ ΠΡΟΣΟΧΗ ΤΩΝ ΓΟΝΕΩΝ ΤΟΥ ΕΠΝΙΓΗ ΕΝΤΟΣ ΧΥΤΡΑΣ: [695, 1496, 933, 1548]
- center-right-grid: [693, 585, 1187, 1348]
- masthead-dateline: ΤΕΤΑΡΤΗ 24 ΑΥΓΟΥΣΤΟΥ 1966 ΣΕΛΙΣ 8 ΓΡΑΦΕΙΑ: ΕΛΕΥΘΕΡΙΟΥ ΒΕΝΙΖΕΛΟΥ 20: [8, 16, 429, 28]
- article-headline: Ο κ. ΜΑΡΚΕΖΙΝΗΣ ΘΑ ΕΠΙΣΚΕΦΘΗ ΣΗΜΕΡΟΝ ΤΟΝ κ. ΜΗΤΣΟΤΑΚΗΝ: [962, 956, 1171, 985]
- masthead: [8, 4, 1588, 50]
- article-headline: ΕΛΗΦΘΗΣΑΝ ΕΚΤΑΚΤΑ ΠΡΟΛΗΠΤΙΚΑ ΜΕΤΡΑ ΕΛΕΓΧΟΥ ΤΩΝ ΕΠΙΒΑΤΩΝ ΕΙΣ ΤΗΝ ΕΛΛΑΔΑ ΛΟΓΩ ΤΗΣ ΧΟΛΕΡΑΣ: [1211, 485, 1574, 553]
- masthead-contact: ΤΗΛΕΦΩΝΟΝ ΓΡΑΦΕΙΩΝ 624.591 — ΤΥΠΟΓΡΑΦΕΙΑ: ΓΕΡΑΝΙΟΥ 7, ΤΗΛΕΦ. 537.061: [1151, 16, 1588, 28]
- article-headline: ΝΕΑ ΚΡΟΥΣΜΑΤΑ: [1339, 581, 1446, 595]
- article-headline: Ο ΚΑΙΡΟΣ: [531, 1203, 592, 1218]
- article-headline: Η ΔΙΕΘΝΗΣ ΟΡΓΑΝΩΣΙΣ ΕΠΡΟΤΕΙΝΕ ΜΕΣΟΛΑΒΗΣΙΝ: [61, 1624, 373, 1639]
- center-section: [439, 516, 1187, 571]
- divider: [693, 1355, 1187, 1356]
- article-body: Ἡ Ἐπιτροπὴ Ἐξουσιοδοτήσεως τῆς Βουλῆς ἐψήφισε χθὲς εἰς τὸ σύνολον τὸ σχέδιον νομοθετικοῦ διατάγματος περὶ προσωπικοῦ τοῦ Ὀργανισμοῦ Λιμένος Πειραιῶς. Ἐψηφίσθη ἐπίσης καὶ ἡ τροπολογία περὶ ἀντικαταστάσεως τῆς διοικήσεως τοῦ Ὀργανισμοῦ. Κατὰ τὴν συζήτησιν ὁ κ. Μαρής ἀνέπτυξε τὰς ἀπόψεις τῆς ἀντιπολιτεύσεως.: [693, 964, 936, 1034]
- main-headline: ΓΕΡΟΥΣΙΑΣΤΑΙ ΕΠΡΟΤΕΙΝΑΝ ΕΙΣ ΤΟΝ ΠΡΟΕΔΡΟΝ ΤΖΟΝΣΟΝ ΑΠΟΜΑΚΡΥΝΣΙΝ ΤΟΥ ΡΑΣΚ: [474, 56, 1152, 194]
- divider: [439, 200, 1187, 203]
- article-signature: Κ. ΚΩΝΣΤΑΝΤΙΝΙΔΗΣ: [332, 932, 428, 944]
- divider: [6, 950, 428, 953]
